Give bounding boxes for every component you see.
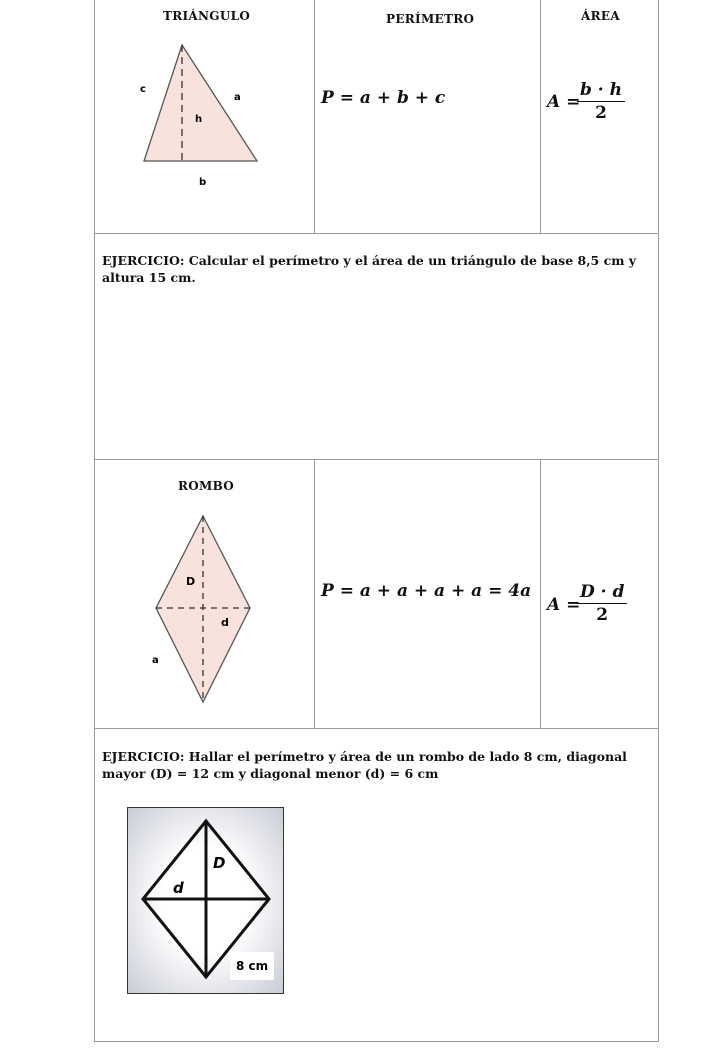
col-divider-2a	[540, 0, 541, 233]
row-divider-3	[94, 728, 659, 729]
row-divider-2	[94, 459, 659, 460]
triangle-area-fraction	[577, 79, 625, 124]
rhombus-area-numerator: D · d	[577, 581, 627, 604]
triangle-area-numerator: b · h	[577, 79, 625, 102]
exercise-2-figure	[127, 807, 285, 995]
triangle-label-c: c	[140, 84, 146, 95]
exercise-2-label-d: d	[173, 879, 184, 897]
rhombus-area-denominator: 2	[596, 605, 609, 625]
rhombus-area-fraction	[577, 581, 627, 626]
area-header: ÁREA	[581, 9, 620, 23]
rhombus-label-d: d	[221, 616, 229, 629]
exercise-2-label-side: 8 cm	[236, 959, 269, 973]
col-divider-1a	[314, 0, 315, 233]
exercise-1-text: EJERCICIO: Calcular el perímetro y el área de un triángulo de base 8,5 cm y altura 15 cm.	[102, 253, 637, 285]
col-divider-1b	[314, 459, 315, 728]
exercise-2-text: EJERCICIO: Hallar el perímetro y área de un rombo de lado 8 cm, diagonal mayor (D) = 12 cm y diagonal menor (d) = 6 cm	[102, 749, 627, 781]
triangle-perimeter-formula: P = a + b + c	[321, 88, 446, 108]
triangle-label-a: a	[234, 92, 241, 103]
triangle-figure	[130, 38, 270, 193]
rhombus-header: ROMBO	[178, 479, 235, 493]
exercise-2-label-D: D	[213, 854, 226, 872]
triangle-shape	[144, 45, 257, 161]
triangle-area-denominator: 2	[595, 103, 607, 123]
rhombus-perimeter-formula: P = a + a + a + a = 4a	[321, 581, 532, 601]
triangle-area-lhs: A =	[547, 92, 581, 112]
rhombus-area-lhs: A =	[547, 595, 581, 615]
rhombus-figure	[140, 508, 265, 708]
triangle-label-b: b	[199, 177, 207, 188]
perimeter-header: PERÍMETRO	[386, 12, 475, 26]
triangle-header: TRIÁNGULO	[163, 9, 251, 23]
rhombus-label-a: a	[152, 655, 159, 666]
row-divider-1	[94, 233, 659, 234]
rhombus-label-D: D	[186, 575, 196, 588]
col-divider-2b	[540, 459, 541, 728]
triangle-label-h: h	[195, 114, 203, 125]
